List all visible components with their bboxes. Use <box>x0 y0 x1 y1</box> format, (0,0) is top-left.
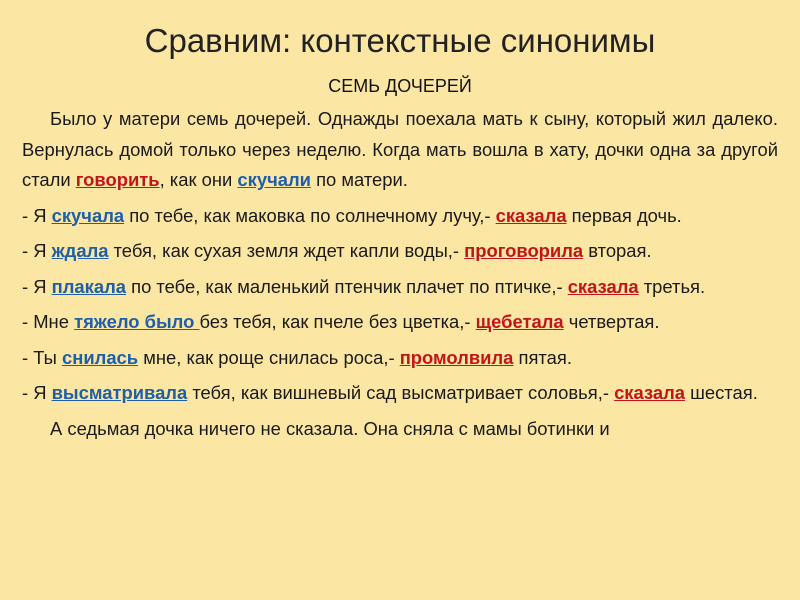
verb-highlight: сказала <box>495 204 567 226</box>
verb-highlight: промолвила <box>399 346 514 368</box>
slide-title: Сравним: контекстные синонимы <box>144 22 656 59</box>
text-fragment: мне, как роще снилась роса,- <box>138 346 400 368</box>
paragraph-daughter-6 <box>22 378 778 409</box>
text-fragment: вторая. <box>583 240 652 261</box>
verb-highlight: щебетала <box>475 311 564 332</box>
text-fragment: по тебе, как маленький птенчик плачет по птичке,- <box>126 275 568 297</box>
text-fragment: четвертая. <box>563 311 660 332</box>
paragraph-daughter-5 <box>22 343 778 374</box>
verb-highlight: сказала <box>614 382 686 403</box>
text-fragment: по тебе, как маковка по солнечному лучу,- <box>124 204 496 226</box>
verb-highlight: сказала <box>567 275 639 297</box>
paragraph-daughter-3 <box>22 272 778 303</box>
text-fragment: - Мне <box>22 311 75 332</box>
feeling-highlight: высматривала <box>51 382 188 403</box>
text-fragment: без тебя, как пчеле без цветка,- <box>199 311 476 332</box>
text-fragment: первая дочь. <box>566 204 682 226</box>
paragraph-daughter-4 <box>22 307 778 338</box>
text-fragment: А седьмая дочка ничего не сказала. Она сняла с мамы ботинки и <box>50 417 610 439</box>
paragraph-daughter-7 <box>22 414 778 445</box>
verb-highlight: проговорила <box>464 240 584 261</box>
text-fragment: - Я <box>22 275 52 297</box>
feeling-highlight: скучали <box>237 169 311 190</box>
feeling-highlight: ждала <box>51 240 109 261</box>
text-fragment: - Я <box>22 204 52 226</box>
text-fragment: - Я <box>22 382 52 403</box>
text-fragment: по матери. <box>310 169 408 190</box>
story-text <box>22 104 778 449</box>
feeling-highlight: скучала <box>51 204 125 226</box>
text-fragment: третья. <box>638 275 706 297</box>
feeling-highlight: плакала <box>51 275 126 297</box>
feeling-highlight: тяжело было <box>74 311 200 332</box>
text-fragment: тебя, как вишневый сад высматривает соловья,- <box>187 382 615 403</box>
verb-highlight: говорить <box>75 169 160 190</box>
text-fragment: шестая. <box>685 382 758 403</box>
text-fragment: - Ты <box>22 346 62 368</box>
text-fragment: , как они <box>159 169 238 190</box>
story-title: СЕМЬ ДОЧЕРЕЙ <box>328 76 472 96</box>
paragraph-daughter-1 <box>22 201 778 232</box>
paragraph-daughter-2 <box>22 236 778 267</box>
text-fragment: тебя, как сухая земля ждет капли воды,- <box>108 240 465 261</box>
paragraph-intro <box>22 104 778 196</box>
text-fragment: - Я <box>22 240 52 261</box>
feeling-highlight: снилась <box>62 346 139 368</box>
text-fragment: Было у матери семь дочерей. Однажды поехала мать к сыну, который жил далеко. Вернулась домой только через неделю. Когда мать вошла в хату, дочки одна за другой стали <box>22 108 778 190</box>
text-fragment: пятая. <box>513 346 572 368</box>
